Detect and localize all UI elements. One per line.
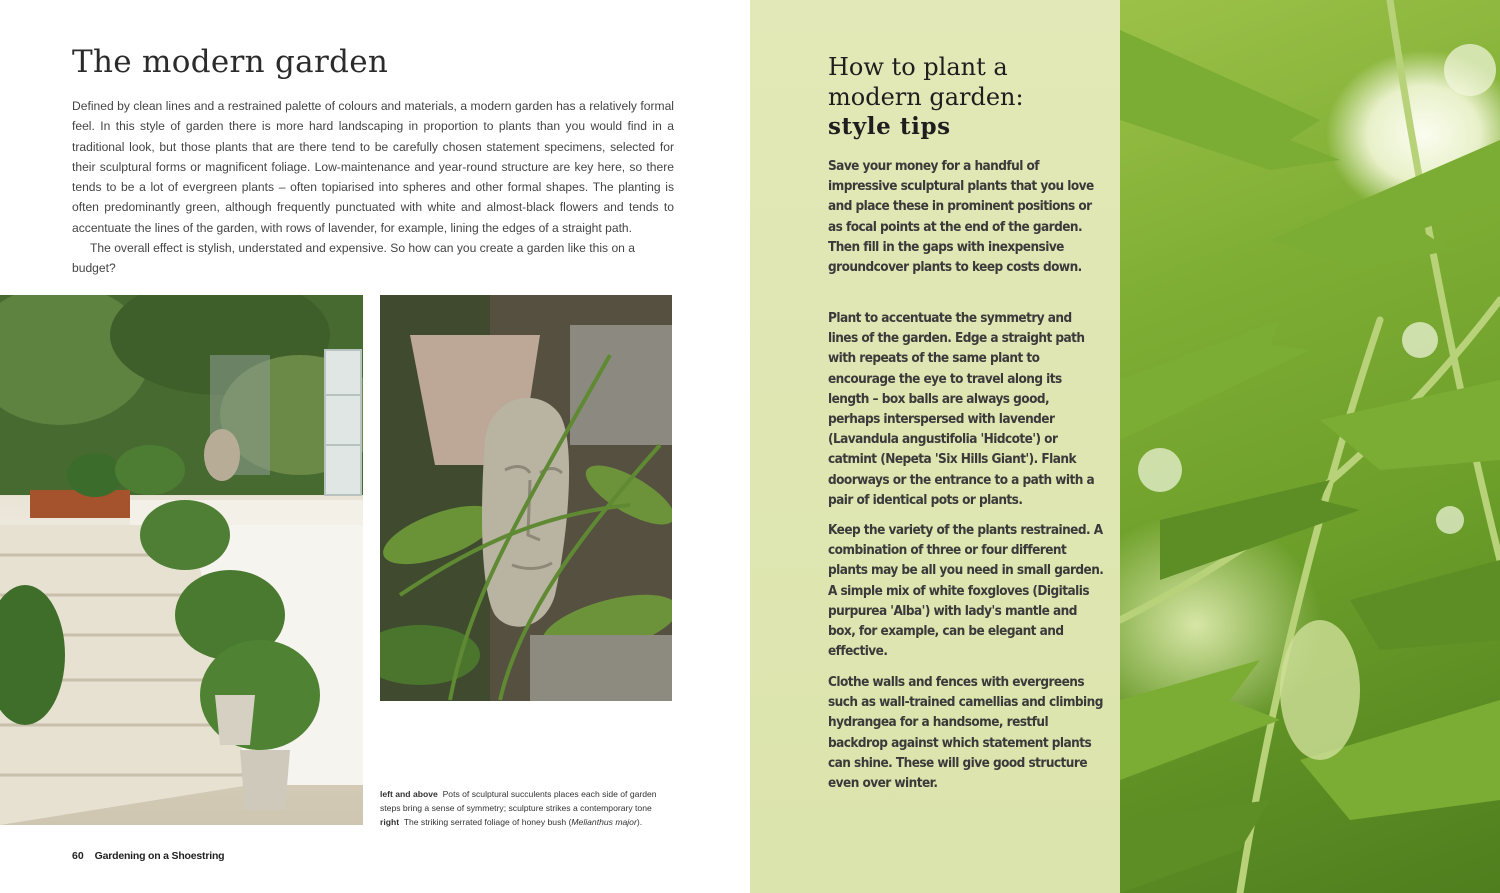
photo-caption [380, 787, 672, 829]
book-title: Gardening on a Shoestring [94, 850, 225, 862]
tips-heading-bold: style tips [828, 113, 951, 140]
tips-heading [828, 52, 1108, 142]
intro-paragraph-1: Defined by clean lines and a restrained palette of colours and materials, a modern garden has a relatively formal feel. In this style of garden there is more hard landscaping in proportion to plants than you would find in a traditional look, but those plants that are there tend to be carefully chosen statement specimens, selected for their sculptural forms or magnificent foliage. Low-maintenance and year-round structure are key here, so there tends to be a lot of evergreen plants – often topiarised into spheres and other formal shapes. The planting is often predominantly green, although frequently punctuated with white and almost-black flowers and tends to accentuate the lines of the garden, with rows of lavender, for example, lining the edges of a straight path. [72, 99, 674, 235]
tips-heading-line-2: modern garden: [828, 83, 1024, 111]
sculpture-face-photo [380, 295, 672, 701]
tip-4: Clothe walls and fences with evergreens such as wall-trained camellias and climbing hydrangea for a handsome, restful backdrop against which statement plants can shine. These will give good structure even over winter. [828, 675, 1103, 792]
page-folio [72, 850, 224, 862]
caption-text-2-italic: Melianthus major [571, 817, 637, 827]
caption-text-2-before: The striking serrated foliage of honey bush ( [403, 817, 572, 827]
caption-text-2-after: ). [636, 817, 643, 827]
tips-heading-line-1: How to plant a [828, 53, 1008, 81]
caption-text-1: Pots of sculptural succulents places each side of garden steps bring a sense of symmetry; sculpture strikes a contemporary tone [380, 789, 657, 813]
page-number: 60 [72, 850, 84, 862]
caption-label-2: right [380, 817, 400, 827]
sculpture-face-illustration [380, 295, 672, 701]
intro-paragraph-2: The overall effect is stylish, understated and expensive. So how can you create a garden like this on a budget? [72, 241, 635, 276]
honey-bush-foliage-photo [1120, 0, 1500, 893]
tip-1: Save your money for a handful of impressive sculptural plants that you love and place these in prominent positions or as focal points at the end of the garden. Then fill in the gaps with inexpensive groundcover plants to keep costs down. [828, 159, 1094, 276]
garden-stairs-photo [0, 295, 363, 825]
caption-label-1: left and above [380, 789, 438, 799]
intro-text [72, 96, 674, 279]
page-title: The modern garden [72, 44, 389, 80]
garden-stairs-illustration [0, 295, 363, 825]
tip-3: Keep the variety of the plants restrained. A combination of three or four different plants may be all you need in small garden. A simple mix of white foxgloves (Digitalis purpurea 'Alba') with lady's mantle and box, for example, can be elegant and effective. [828, 523, 1104, 660]
tip-2: Plant to accentuate the symmetry and lines of the garden. Edge a straight path with repeats of the same plant to encourage the eye to travel along its length – box balls are always good, perhaps interspersed with lavender (Lavandula angustifolia 'Hidcote') or catmint (Nepeta 'Six Hills Giant'). Flank doorways or the entrance to a path with a pair of identical pots or plants. [828, 311, 1095, 508]
foliage-illustration [1120, 0, 1500, 893]
